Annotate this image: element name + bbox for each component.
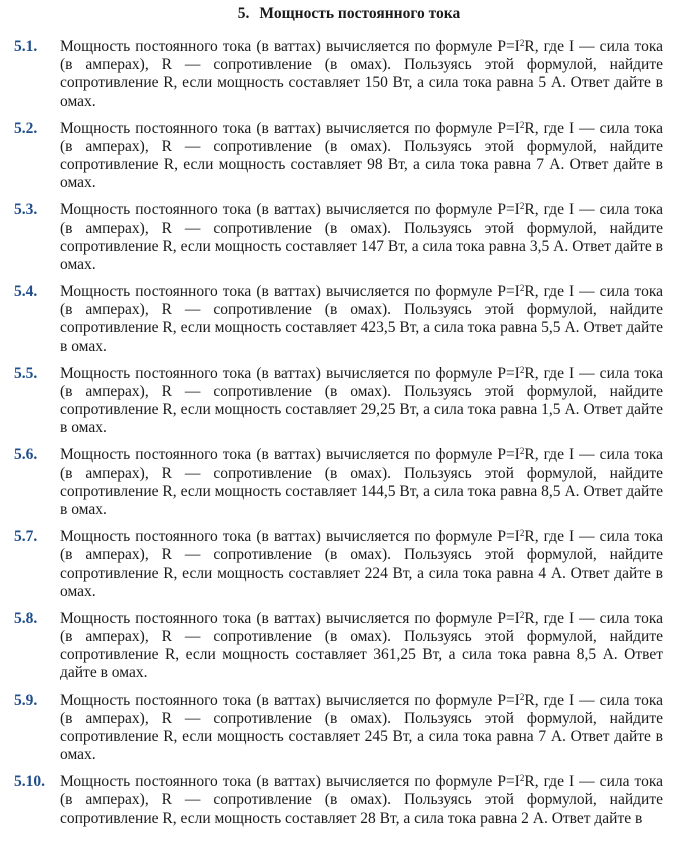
problem-text-part: Мощность постоянного тока (в ваттах) вычисляется по формуле P=I [60,283,520,301]
problem-text-part: R, где I — сила тока (в амперах), R — сопротивление (в омах). Пользуясь этой формулой, найдите сопротивление R, если мощность составляет 28 Вт, а сила тока равна 2 А. Ответ дайте в [60,773,663,827]
problem-text [60,365,663,438]
problem-number: 5.4. [14,283,38,301]
problem-text [60,528,663,601]
problem-text-part: R, где I — сила тока (в амперах), R — сопротивление (в омах). Пользуясь этой формулой, найдите сопротивление R, если мощность составляет 29,25 Вт, а сила тока равна 1,5 А. Ответ дайте в омах. [60,364,663,437]
problem-text-part: Мощность постоянного тока (в ваттах) вычисляется по формуле P=I [60,528,520,546]
problem-text-part: R, где I — сила тока (в амперах), R — сопротивление (в омах). Пользуясь этой формулой, найдите сопротивление R, если мощность составляет 150 Вт, а сила тока равна 5 А. Ответ дайте в омах. [60,38,663,110]
problem-text [60,283,663,356]
problem-item [0,773,698,855]
exponent: 2 [519,201,525,212]
problem-item [0,283,698,365]
problem-number: 5.8. [14,609,38,627]
exponent: 2 [519,283,525,294]
section-title-text: Мощность постоянного тока [259,5,461,22]
exponent: 2 [519,691,525,702]
problem-number: 5.6. [14,446,38,464]
problem-text-part: Мощность постоянного тока (в ваттах) вычисляется по формуле P=I [60,119,520,137]
problem-text-part: Мощность постоянного тока (в ваттах) вычисляется по формуле P=I [60,773,520,791]
problem-item [0,201,698,283]
problem-number: 5.10. [14,773,45,791]
problem-item [0,38,698,120]
problem-text [60,610,663,683]
exponent: 2 [519,119,525,130]
problem-text-part: R, где I — сила тока (в амперах), R — сопротивление (в омах). Пользуясь этой формулой, найдите сопротивление R, если мощность составляет 423,5 Вт, а сила тока равна 5,5 А. Ответ дайте в омах. [60,283,663,355]
problem-text [60,120,663,193]
problem-number: 5.3. [14,201,38,219]
exponent: 2 [519,38,525,48]
problem-text-part: R, где I — сила тока (в амперах), R — сопротивление (в омах). Пользуясь этой формулой, найдите сопротивление R, если мощность составляет 98 Вт, а сила тока равна 7 А. Ответ дайте в омах. [60,119,663,192]
problem-number: 5.9. [14,691,38,709]
section-number: 5. [237,5,250,22]
exponent: 2 [519,528,525,539]
problem-text-part: Мощность постоянного тока (в ваттах) вычисляется по формуле P=I [60,364,520,382]
problem-item [0,120,698,202]
exponent: 2 [519,446,525,457]
problem-text [60,201,663,274]
problem-text-part: R, где I — сила тока (в амперах), R — сопротивление (в омах). Пользуясь этой формулой, найдите сопротивление R, если мощность составляет 224 Вт, а сила тока равна 4 А. Ответ дайте в омах. [60,528,663,600]
problem-item [0,365,698,447]
problem-item [0,528,698,610]
problem-text [60,446,663,519]
problem-text-part: Мощность постоянного тока (в ваттах) вычисляется по формуле P=I [60,201,520,219]
problem-text-part: R, где I — сила тока (в амперах), R — сопротивление (в омах). Пользуясь этой формулой, найдите сопротивление R, если мощность составляет 144,5 Вт, а сила тока равна 8,5 А. Ответ дайте в омах. [60,446,663,519]
problem-text-part: Мощность постоянного тока (в ваттах) вычисляется по формуле P=I [60,609,520,627]
problem-text-part: R, где I — сила тока (в амперах), R — сопротивление (в омах). Пользуясь этой формулой, найдите сопротивление R, если мощность составляет 245 Вт, а сила тока равна 7 А. Ответ дайте в омах. [60,691,663,764]
problem-number: 5.7. [14,528,38,546]
exponent: 2 [519,364,525,375]
exponent: 2 [519,609,525,620]
problem-text [60,773,663,828]
problem-text-part: Мощность постоянного тока (в ваттах) вычисляется по формуле P=I [60,38,520,55]
problem-text [60,38,663,111]
section-title [0,4,698,24]
problem-list [0,38,698,855]
problem-item [0,692,698,774]
problem-text [60,692,663,765]
problem-item [0,610,698,692]
problem-text-part: Мощность постоянного тока (в ваттах) вычисляется по формуле P=I [60,446,520,464]
problem-number: 5.2. [14,119,38,137]
problem-text-part: R, где I — сила тока (в амперах), R — сопротивление (в омах). Пользуясь этой формулой, найдите сопротивление R, если мощность составляет 361,25 Вт, а сила тока равна 8,5 А. Ответ дайте в омах. [60,609,663,682]
exponent: 2 [519,773,525,784]
problem-number: 5.5. [14,364,38,382]
problem-text-part: R, где I — сила тока (в амперах), R — сопротивление (в омах). Пользуясь этой формулой, найдите сопротивление R, если мощность составляет 147 Вт, а сила тока равна 3,5 А. Ответ дайте в омах. [60,201,663,273]
problem-number: 5.1. [14,38,38,55]
problem-text-part: Мощность постоянного тока (в ваттах) вычисляется по формуле P=I [60,691,520,709]
problem-item [0,446,698,528]
